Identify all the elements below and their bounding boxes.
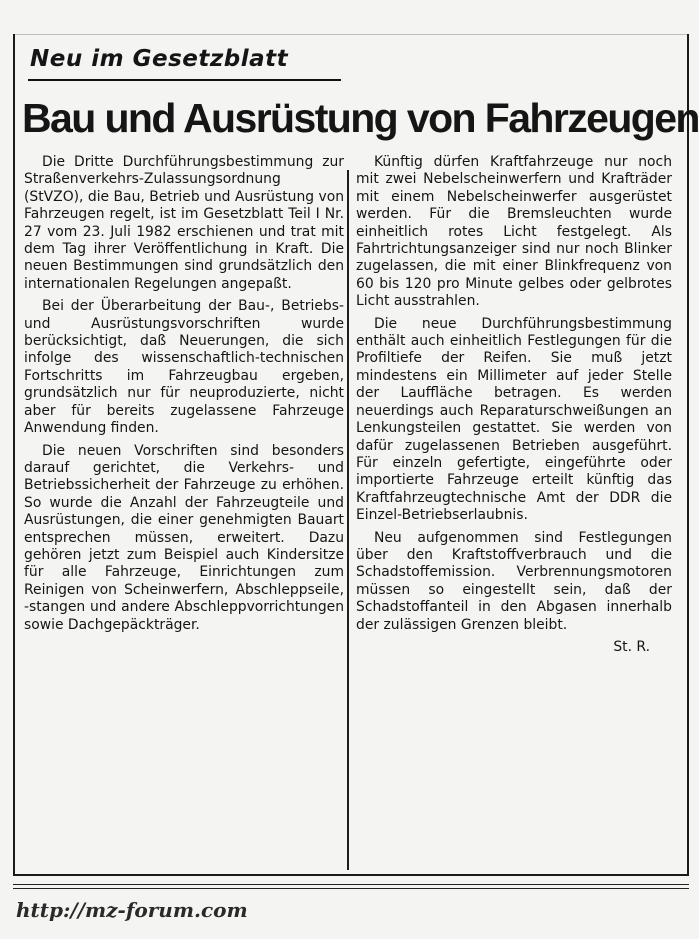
author-signature: St. R. <box>613 638 650 655</box>
paragraph: Die Dritte Durchführungsbestimmung zur Straßenverkehrs-Zulassungsordnung (StVZO), die Bau, Betrieb und Ausrüstung von Fahrzeugen regelt, ist im Gesetzblatt Teil I Nr. 27 vom 23. Juli 1982 erschienen und trat mit dem Tag ihrer Veröffentlichung in Kraft. Die neuen Bestimmungen sind grundsätzlich den internationalen Regelungen angepaßt. <box>24 154 345 292</box>
paragraph: Die neue Durchführungsbestimmung enthält auch einheitlich Festlegungen für die Profiltiefe der Reifen. Sie muß jetzt mindestens ein Millimeter auf jeder Stelle der Lauffläche betragen. Es werden neuerdings auch Reparaturschweißungen an Lenkungsteilen gestattet. Sie werden von dafür zugelassenen Betrieben ausgeführt. Für einzeln gefertigte, eingeführte oder importierte Fahrzeuge erteilt künftig das Kraftfahrzeugtechnische Amt der DDR die Einzel-Betriebserlaubnis. <box>356 315 672 524</box>
article-headline: Bau und Ausrüstung von Fahrzeugen <box>22 95 699 141</box>
footer-rule <box>13 888 689 889</box>
paragraph: Die neuen Vorschriften sind besonders darauf gerichtet, die Verkehrs- und Betriebssicherheit der Fahrzeuge zu erhöhen. So wurde die Anzahl der Fahrzeugteile und Ausrüstungen, die einer genehmigten Bauart entsprechen müssen, erweitert. Dazu gehören jetzt zum Beispiel auch Kindersitze für alle Fahrzeuge, Einrichtungen zum Reinigen von Scheinwerfern, Abschleppseile, -stangen und andere Abschleppvorrichtungen sowie Dachgepäckträger. <box>24 442 344 633</box>
paragraph: Künftig dürfen Kraftfahrzeuge nur noch mit zwei Nebelscheinwerfern und Krafträder mit einem Nebelscheinwerfer ausgerüstet werden. Für die Bremsleuchten wurde einheitlich rotes Licht festgelegt. Als Fahrtrichtungsanzeiger sind nur noch Blinker zugelassen, die mit einer Blinkfrequenz von 60 bis 120 pro Minute gelbes oder gelbrotes Licht ausstrahlen. <box>356 154 672 310</box>
paragraph: Neu aufgenommen sind Festlegungen über den Kraftstoffverbrauch und die Schadstoffemission. Verbrennungsmotoren müssen so eingestellt sein, daß der Schadstoffanteil in den Abgasen innerhalb der zulässigen Grenzen bleibt. <box>356 529 672 633</box>
article-column-left <box>24 154 344 634</box>
column-divider <box>347 170 349 870</box>
footer-rule <box>13 884 689 885</box>
paragraph: Bei der Überarbeitung der Bau-, Betriebs- und Ausrüstungsvorschriften wurde berücksichtigt, daß Neuerungen, die sich infolge des wissenschaftlich-technischen Fortschritts im Fahrzeugbau ergeben, grundsätzlich nur für neuproduzierte, nicht aber für bereits zugelassene Fahrzeuge Anwendung finden. <box>24 298 344 437</box>
forum-watermark: http://mz-forum.com <box>16 898 248 922</box>
article-kicker: Neu im Gesetzblatt <box>30 46 289 72</box>
article-column-right <box>356 154 672 656</box>
kicker-underline <box>28 79 341 81</box>
